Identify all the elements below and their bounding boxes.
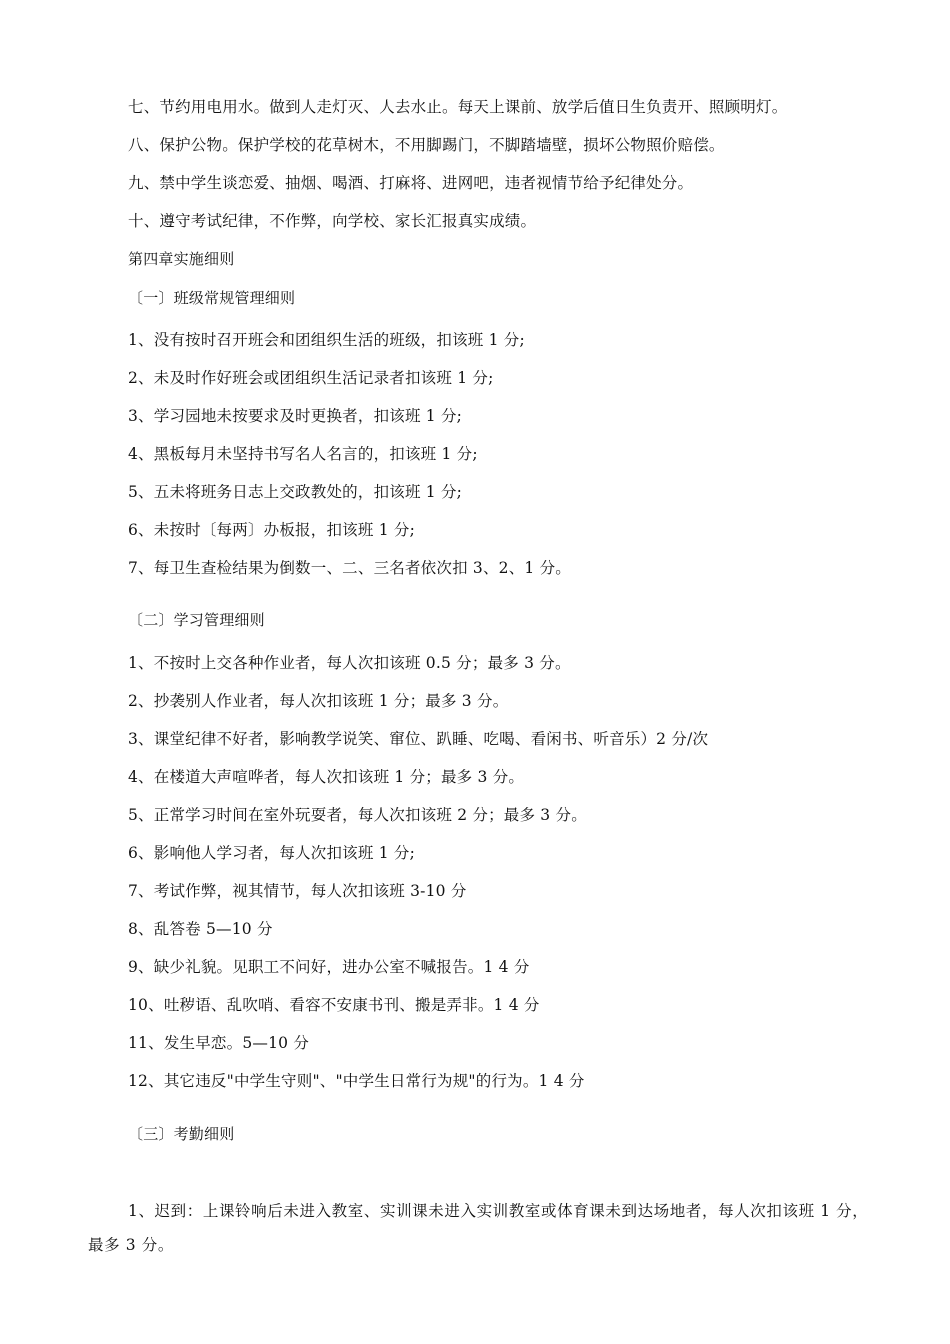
section-1-item: 7、每卫生查检结果为倒数一、二、三名者依次扣 3、2、1 分。 — [128, 559, 572, 577]
section-2-item: 10、吐秽语、乱吹哨、看容不安康书刊、搬是弄非。1 4 分 — [128, 996, 540, 1014]
rule-9: 九、禁中学生谈恋爱、抽烟、喝酒、打麻将、进网吧，违者视情节给予纪律处分。 — [128, 174, 694, 192]
section-2-heading: 〔二〕学习管理细则 — [128, 611, 265, 629]
section-2-item: 9、缺少礼貌。见职工不问好，进办公室不喊报告。1 4 分 — [128, 958, 530, 976]
chapter-title: 第四章实施细则 — [128, 250, 235, 268]
rule-8: 八、保护公物。保护学校的花草树木，不用脚踢门，不脚踏墙壁，损坏公物照价赔偿。 — [128, 136, 725, 154]
rule-7: 七、节约用电用水。做到人走灯灭、人去水止。每天上课前、放学后值日生负责开、照顾明灯。 — [128, 98, 788, 116]
section-2-item: 7、考试作弊，视其情节，每人次扣该班 3-10 分 — [128, 882, 467, 900]
section-2-item: 12、其它违反"中学生守则"、"中学生日常行为规"的行为。1 4 分 — [128, 1072, 585, 1090]
section-3-heading: 〔三〕考勤细则 — [128, 1125, 235, 1143]
section-1-item: 5、五未将班务日志上交政教处的，扣该班 1 分; — [128, 483, 463, 501]
rule-10: 十、遵守考试纪律，不作弊，向学校、家长汇报真实成绩。 — [128, 212, 537, 230]
section-2-item: 8、乱答卷 5—10 分 — [128, 920, 273, 938]
section-1-item: 1、没有按时召开班会和团组织生活的班级，扣该班 1 分; — [128, 331, 525, 349]
section-2-item: 11、发生早恋。5—10 分 — [128, 1034, 310, 1052]
section-1-item: 4、黑板每月未坚持书写名人名言的，扣该班 1 分; — [128, 445, 478, 463]
section-2-item: 2、抄袭别人作业者，每人次扣该班 1 分；最多 3 分。 — [128, 692, 509, 710]
section-2-item: 5、正常学习时间在室外玩耍者，每人次扣该班 2 分；最多 3 分。 — [128, 806, 587, 824]
section-1-item: 2、未及时作好班会或团组织生活记录者扣该班 1 分; — [128, 369, 494, 387]
section-2-item: 4、在楼道大声喧哗者，每人次扣该班 1 分；最多 3 分。 — [128, 768, 525, 786]
section-3-paragraph: 1、迟到：上课铃响后未进入教室、实训课未进入实训教室或体育课未到达场地者，每人次扣该班 1 分，最多 3 分。 — [88, 1202, 869, 1254]
section-2-item: 1、不按时上交各种作业者，每人次扣该班 0.5 分；最多 3 分。 — [128, 654, 571, 672]
section-1-item: 6、未按时〔每两〕办板报，扣该班 1 分; — [128, 521, 416, 539]
section-1-heading: 〔一〕班级常规管理细则 — [128, 289, 296, 307]
section-1-item: 3、学习园地未按要求及时更换者，扣该班 1 分; — [128, 407, 463, 425]
section-2-item: 6、影响他人学习者，每人次扣该班 1 分; — [128, 844, 416, 862]
section-2-item: 3、课堂纪律不好者，影响教学说笑、窜位、趴睡、吃喝、看闲书、听音乐）2 分/次 — [128, 730, 709, 748]
